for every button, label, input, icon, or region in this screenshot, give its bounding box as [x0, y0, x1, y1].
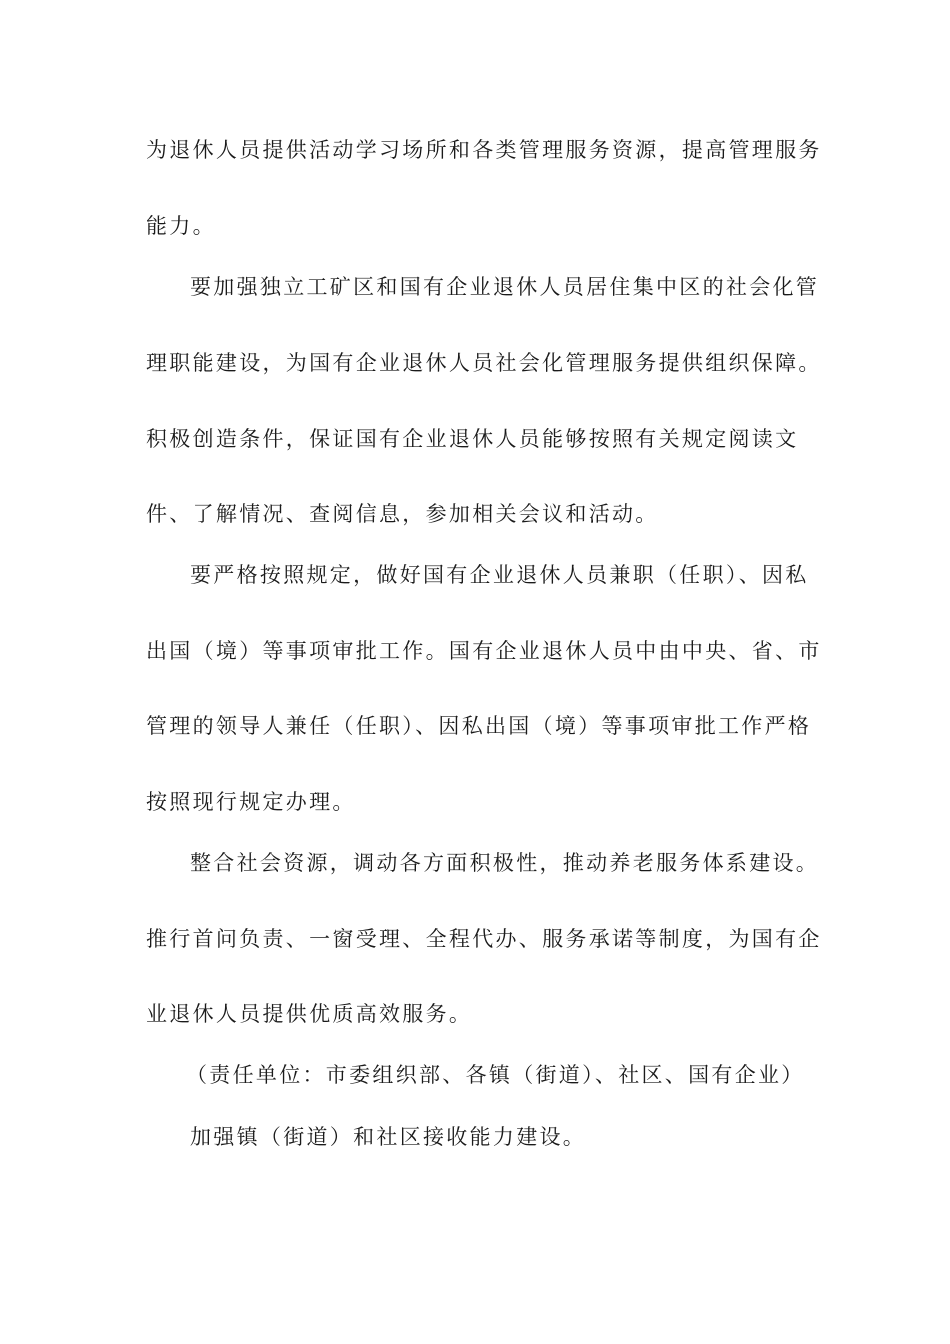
paragraph-line: 加强镇（街道）和社区接收能力建设。	[190, 1125, 587, 1149]
paragraph-line: 能力。	[146, 214, 216, 238]
paragraph-line: 要加强独立工矿区和国有企业退休人员居住集中区的社会化管	[190, 275, 820, 299]
paragraph-line: 为退休人员提供活动学习场所和各类管理服务资源，提高管理服务	[146, 138, 822, 162]
paragraph-line: 推行首问负责、一窗受理、全程代办、服务承诺等制度，为国有企	[146, 927, 822, 951]
paragraph-line: 件、了解情况、查阅信息，参加相关会议和活动。	[146, 502, 659, 526]
paragraph-line: 管理的领导人兼任（任职）、因私出国（境）等事项审批工作严格	[146, 714, 812, 738]
paragraph-line: 出国（境）等事项审批工作。国有企业退休人员中由中央、省、市	[146, 639, 822, 663]
paragraph-line: 业退休人员提供优质高效服务。	[146, 1002, 473, 1026]
paragraph-line: 理职能建设，为国有企业退休人员社会化管理服务提供组织保障。	[146, 351, 822, 375]
paragraph-line: 按照现行规定办理。	[146, 790, 356, 814]
paragraph-line: 要严格按照规定，做好国有企业退休人员兼职（任职）、因私	[190, 563, 809, 587]
responsibility-note: （责任单位：市委组织部、各镇（街道）、社区、国有企业）	[186, 1063, 805, 1087]
paragraph-line: 积极创造条件，保证国有企业退休人员能够按照有关规定阅读文	[146, 427, 799, 451]
paragraph-line: 整合社会资源，调动各方面积极性，推动养老服务体系建设。	[190, 851, 820, 875]
